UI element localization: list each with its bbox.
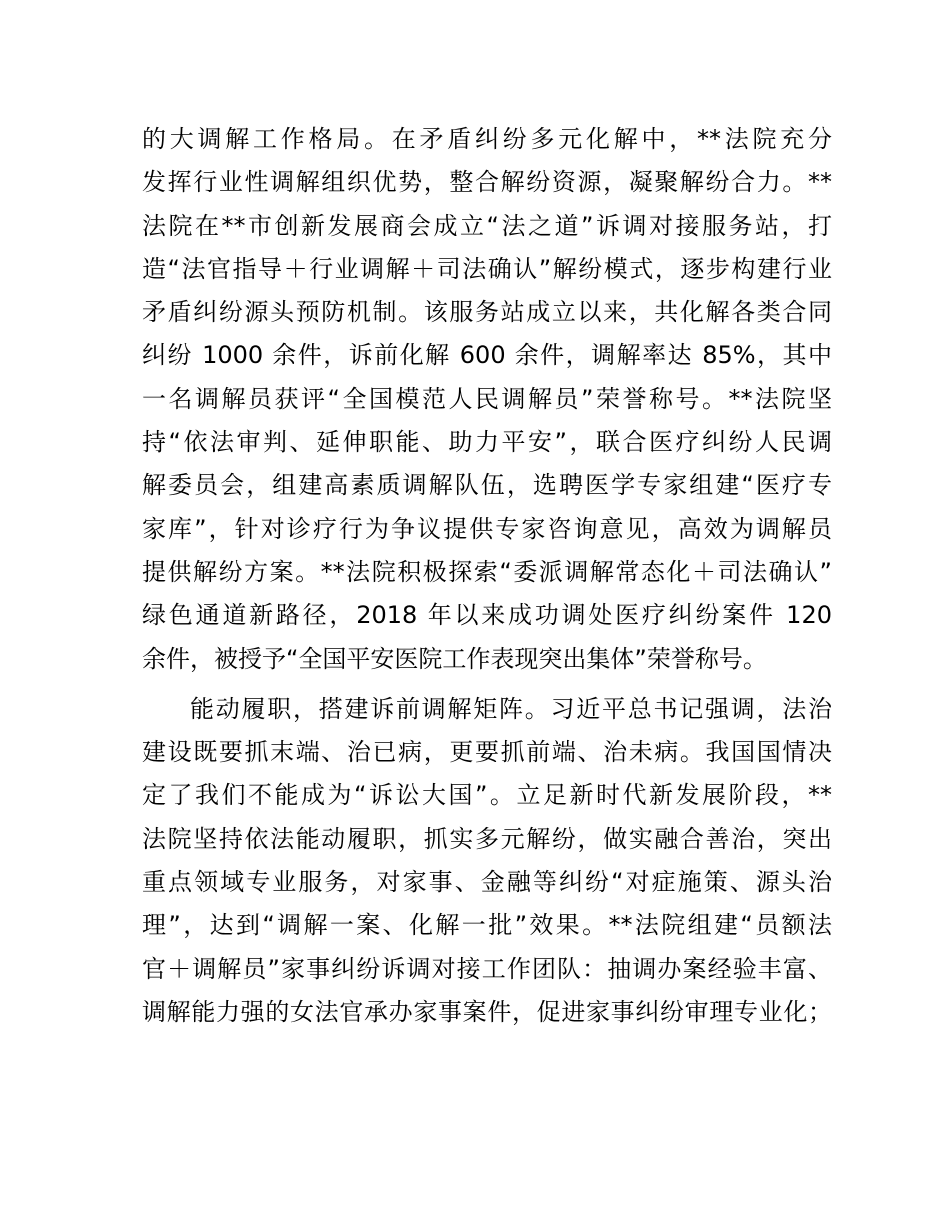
paragraph-1	[142, 118, 832, 681]
text-line: 定了我们不能成为“诉讼大国”。立足新时代新发展阶段，**	[142, 781, 832, 810]
text-line: 提供解纷方案。**法院积极探索“委派调解常态化＋司法确认”	[142, 557, 832, 586]
text-line: 理”，达到“调解一案、化解一批”效果。**法院组建“员额法	[142, 911, 832, 940]
text-line: 官＋调解员”家事纠纷诉调对接工作团队：抽调办案经验丰富、	[142, 954, 832, 983]
document-body	[142, 118, 832, 1034]
text-line: 发挥行业性调解组织优势，整合解纷资源，凝聚解纷合力。**	[142, 168, 832, 197]
text-line: 造“法官指导＋行业调解＋司法确认”解纷模式，逐步构建行业	[142, 254, 832, 283]
text-line: 绿色通道新路径，2018 年以来成功调处医疗纠纷案件 120	[142, 601, 832, 630]
text-line: 法院坚持依法能动履职，抓实多元解纷，做实融合善治，突出	[142, 824, 832, 853]
text-line: 的大调解工作格局。在矛盾纠纷多元化解中，**法院充分	[142, 125, 832, 153]
text-line: 持“依法审判、延伸职能、助力平安”，联合医疗纠纷人民调	[142, 428, 832, 457]
text-line: 建设既要抓末端、治已病，更要抓前端、治未病。我国国情决	[142, 738, 832, 767]
text-line: 矛盾纠纷源头预防机制。该服务站成立以来，共化解各类合同	[142, 298, 832, 327]
text-line: 余件，被授予“全国平安医院工作表现突出集体”荣誉称号。	[142, 644, 767, 673]
text-line: 家库”，针对诊疗行为争议提供专家咨询意见，高效为调解员	[142, 514, 832, 543]
text-line: 重点领域专业服务，对家事、金融等纠纷“对症施策、源头治	[142, 868, 832, 897]
text-line: 能动履职，搭建诉前调解矩阵。习近平总书记强调，法治	[190, 694, 832, 723]
text-line: 法院在**市创新发展商会成立“法之道”诉调对接服务站，打	[142, 211, 832, 240]
text-line: 解委员会，组建高素质调解队伍，选聘医学专家组建“医疗专	[142, 471, 832, 500]
text-line: 纠纷 1000 余件，诉前化解 600 余件，调解率达 85%，其中	[142, 341, 832, 370]
text-line: 一名调解员获评“全国模范人民调解员”荣誉称号。**法院坚	[142, 384, 832, 413]
text-line: 调解能力强的女法官承办家事案件，促进家事纠纷审理专业化；	[142, 997, 832, 1026]
paragraph-2	[142, 688, 832, 1034]
